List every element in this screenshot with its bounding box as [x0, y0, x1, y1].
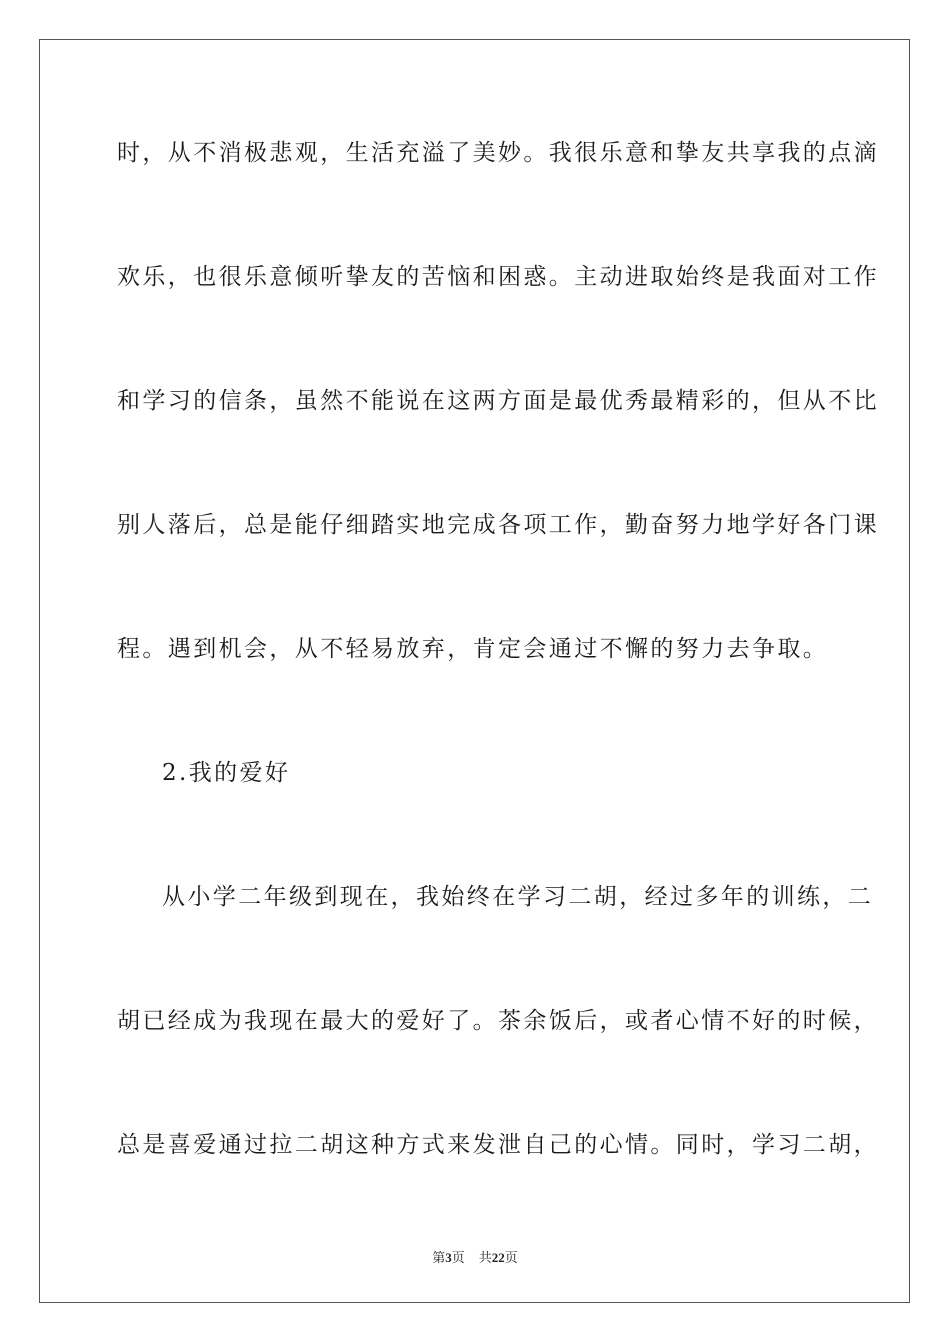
total-pages: 22	[491, 1250, 505, 1265]
total-suffix: 页	[504, 1250, 518, 1265]
paragraph-line: 总是喜爱通过拉二胡这种方式来发泄自己的心情。同时，学习二胡，	[117, 1132, 879, 1158]
paragraph-line: 别人落后，总是能仔细踏实地完成各项工作，勤奋努力地学好各门课	[117, 512, 879, 538]
page-prefix: 第	[432, 1250, 446, 1265]
page-number: 3	[445, 1250, 452, 1265]
page-suffix: 页	[451, 1250, 465, 1265]
total-prefix: 共	[478, 1250, 492, 1265]
paragraph-line: 欢乐，也很乐意倾听挚友的苦恼和困惑。主动进取始终是我面对工作	[117, 264, 879, 290]
paragraph-line: 胡已经成为我现在最大的爱好了。茶余饭后，或者心情不好的时候，	[117, 1008, 879, 1034]
paragraph-line: 时，从不消极悲观，生活充溢了美妙。我很乐意和挚友共享我的点滴	[117, 140, 879, 166]
page-border	[39, 39, 910, 1303]
page-footer	[0, 1247, 950, 1266]
section-heading: 2.我的爱好	[162, 760, 291, 786]
paragraph-line: 程。遇到机会，从不轻易放弃，肯定会通过不懈的努力去争取。	[117, 636, 829, 662]
paragraph-line: 和学习的信条，虽然不能说在这两方面是最优秀最精彩的，但从不比	[117, 388, 879, 414]
paragraph-line: 从小学二年级到现在，我始终在学习二胡，经过多年的训练，二	[162, 884, 874, 910]
